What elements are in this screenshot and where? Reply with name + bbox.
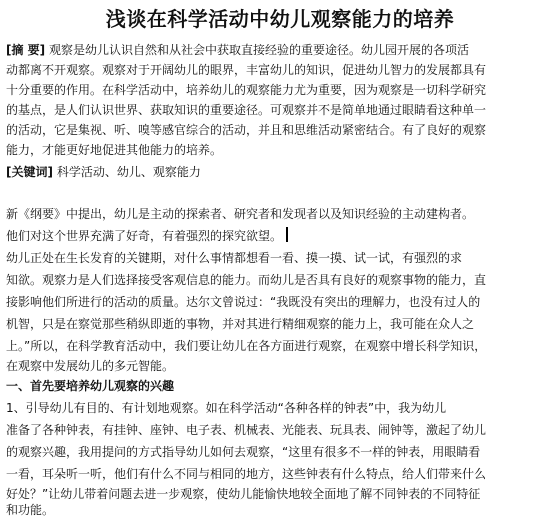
section-heading: 一、首先要培养幼儿观察的兴趣 [6, 379, 175, 393]
abstract-label: [摘 要] [6, 43, 46, 57]
body-line-2-text: 他们对这个世界充满了好奇，有着强烈的探究欲望。 [6, 229, 283, 243]
abstract-line-1 [6, 40, 469, 60]
abstract-line-5: 的活动，它是集视、听、嗅等感官综合的活动，并且和思维活动紧密结合。有了良好的观察 [6, 123, 487, 137]
text-cursor[interactable] [286, 227, 288, 242]
section-line-1: 1、引导幼儿有目的、有计划地观察。如在科学活动“各种各样的钟表”中，我为幼儿 [6, 401, 447, 415]
keywords-line [6, 162, 201, 182]
section-line-2: 准备了各种钟表，有挂钟、座钟、电子表、机械表、光能表、玩具表、闹钟等，激起了幼儿 [6, 423, 487, 437]
abstract-line-2: 动都离不开观察。观察对于开阔幼儿的眼界，丰富幼儿的知识，促进幼儿智力的发展都具有 [6, 63, 487, 77]
body-line-5: 接影响他们所进行的活动的质量。达尔文曾说过：“我既没有突出的理解力，也没有过人的 [6, 295, 481, 309]
body-line-2 [6, 226, 288, 246]
section-line-3: 的观察兴趣，我用提问的方式指导幼儿如何去观察，“这里有很多不一样的钟表，用眼睛看 [6, 445, 481, 459]
body-line-4: 知欲。观察力是人们选择接受客观信息的能力。而幼儿是否具有良好的观察事物的能力，直 [6, 273, 487, 287]
body-line-3: 幼儿正处在生长发育的关键期，对什么事情都想看一看、摸一摸、试一试，有强烈的求 [6, 251, 463, 265]
abstract-line-6: 能力，才能更好地促进其他能力的培养。 [6, 143, 223, 157]
abstract-line-4: 的基点，是人们认识世界、获取知识的重要途径。可观察并不是简单地通过眼睛看这种单一 [6, 103, 487, 117]
keywords-label: [关键词] [6, 165, 53, 179]
abstract-line-3: 十分重要的作用。在科学活动中，培养幼儿的观察能力尤为重要，因为观察是一切科学研究 [6, 83, 487, 97]
section-line-5: 好处？”让幼儿带着问题去进一步观察，使幼儿能愉快地较全面地了解不同钟表的不同特征 [6, 487, 481, 501]
body-line-7: 上。”所以，在科学教育活动中，我们要让幼儿在各方面进行观察，在观察中增长科学知识， [6, 339, 487, 353]
section-line-4: 一看，耳朵听一听，他们有什么不同与相同的地方，这些钟表有什么特点，给人们带来什么 [6, 467, 487, 481]
body-line-1: 新《纲要》中提出，幼儿是主动的探索者、研究者和发现者以及知识经验的主动建构者。 [6, 207, 475, 221]
keywords-text: 科学活动、幼儿、观察能力 [56, 165, 201, 179]
body-line-8: 在观察中发展幼儿的多元智能。 [6, 359, 175, 373]
section-line-6: 和功能。 [6, 503, 55, 517]
body-line-6: 机智，只是在察觉那些稍纵即逝的事物，并对其进行精细观察的能力上，我可能在众人之 [6, 317, 475, 331]
abstract-text: 观察是幼儿认识自然和从社会中获取直接经验的重要途径。幼儿园开展的各项活 [48, 43, 469, 57]
document-title: 浅谈在科学活动中幼儿观察能力的培养 [105, 7, 455, 31]
